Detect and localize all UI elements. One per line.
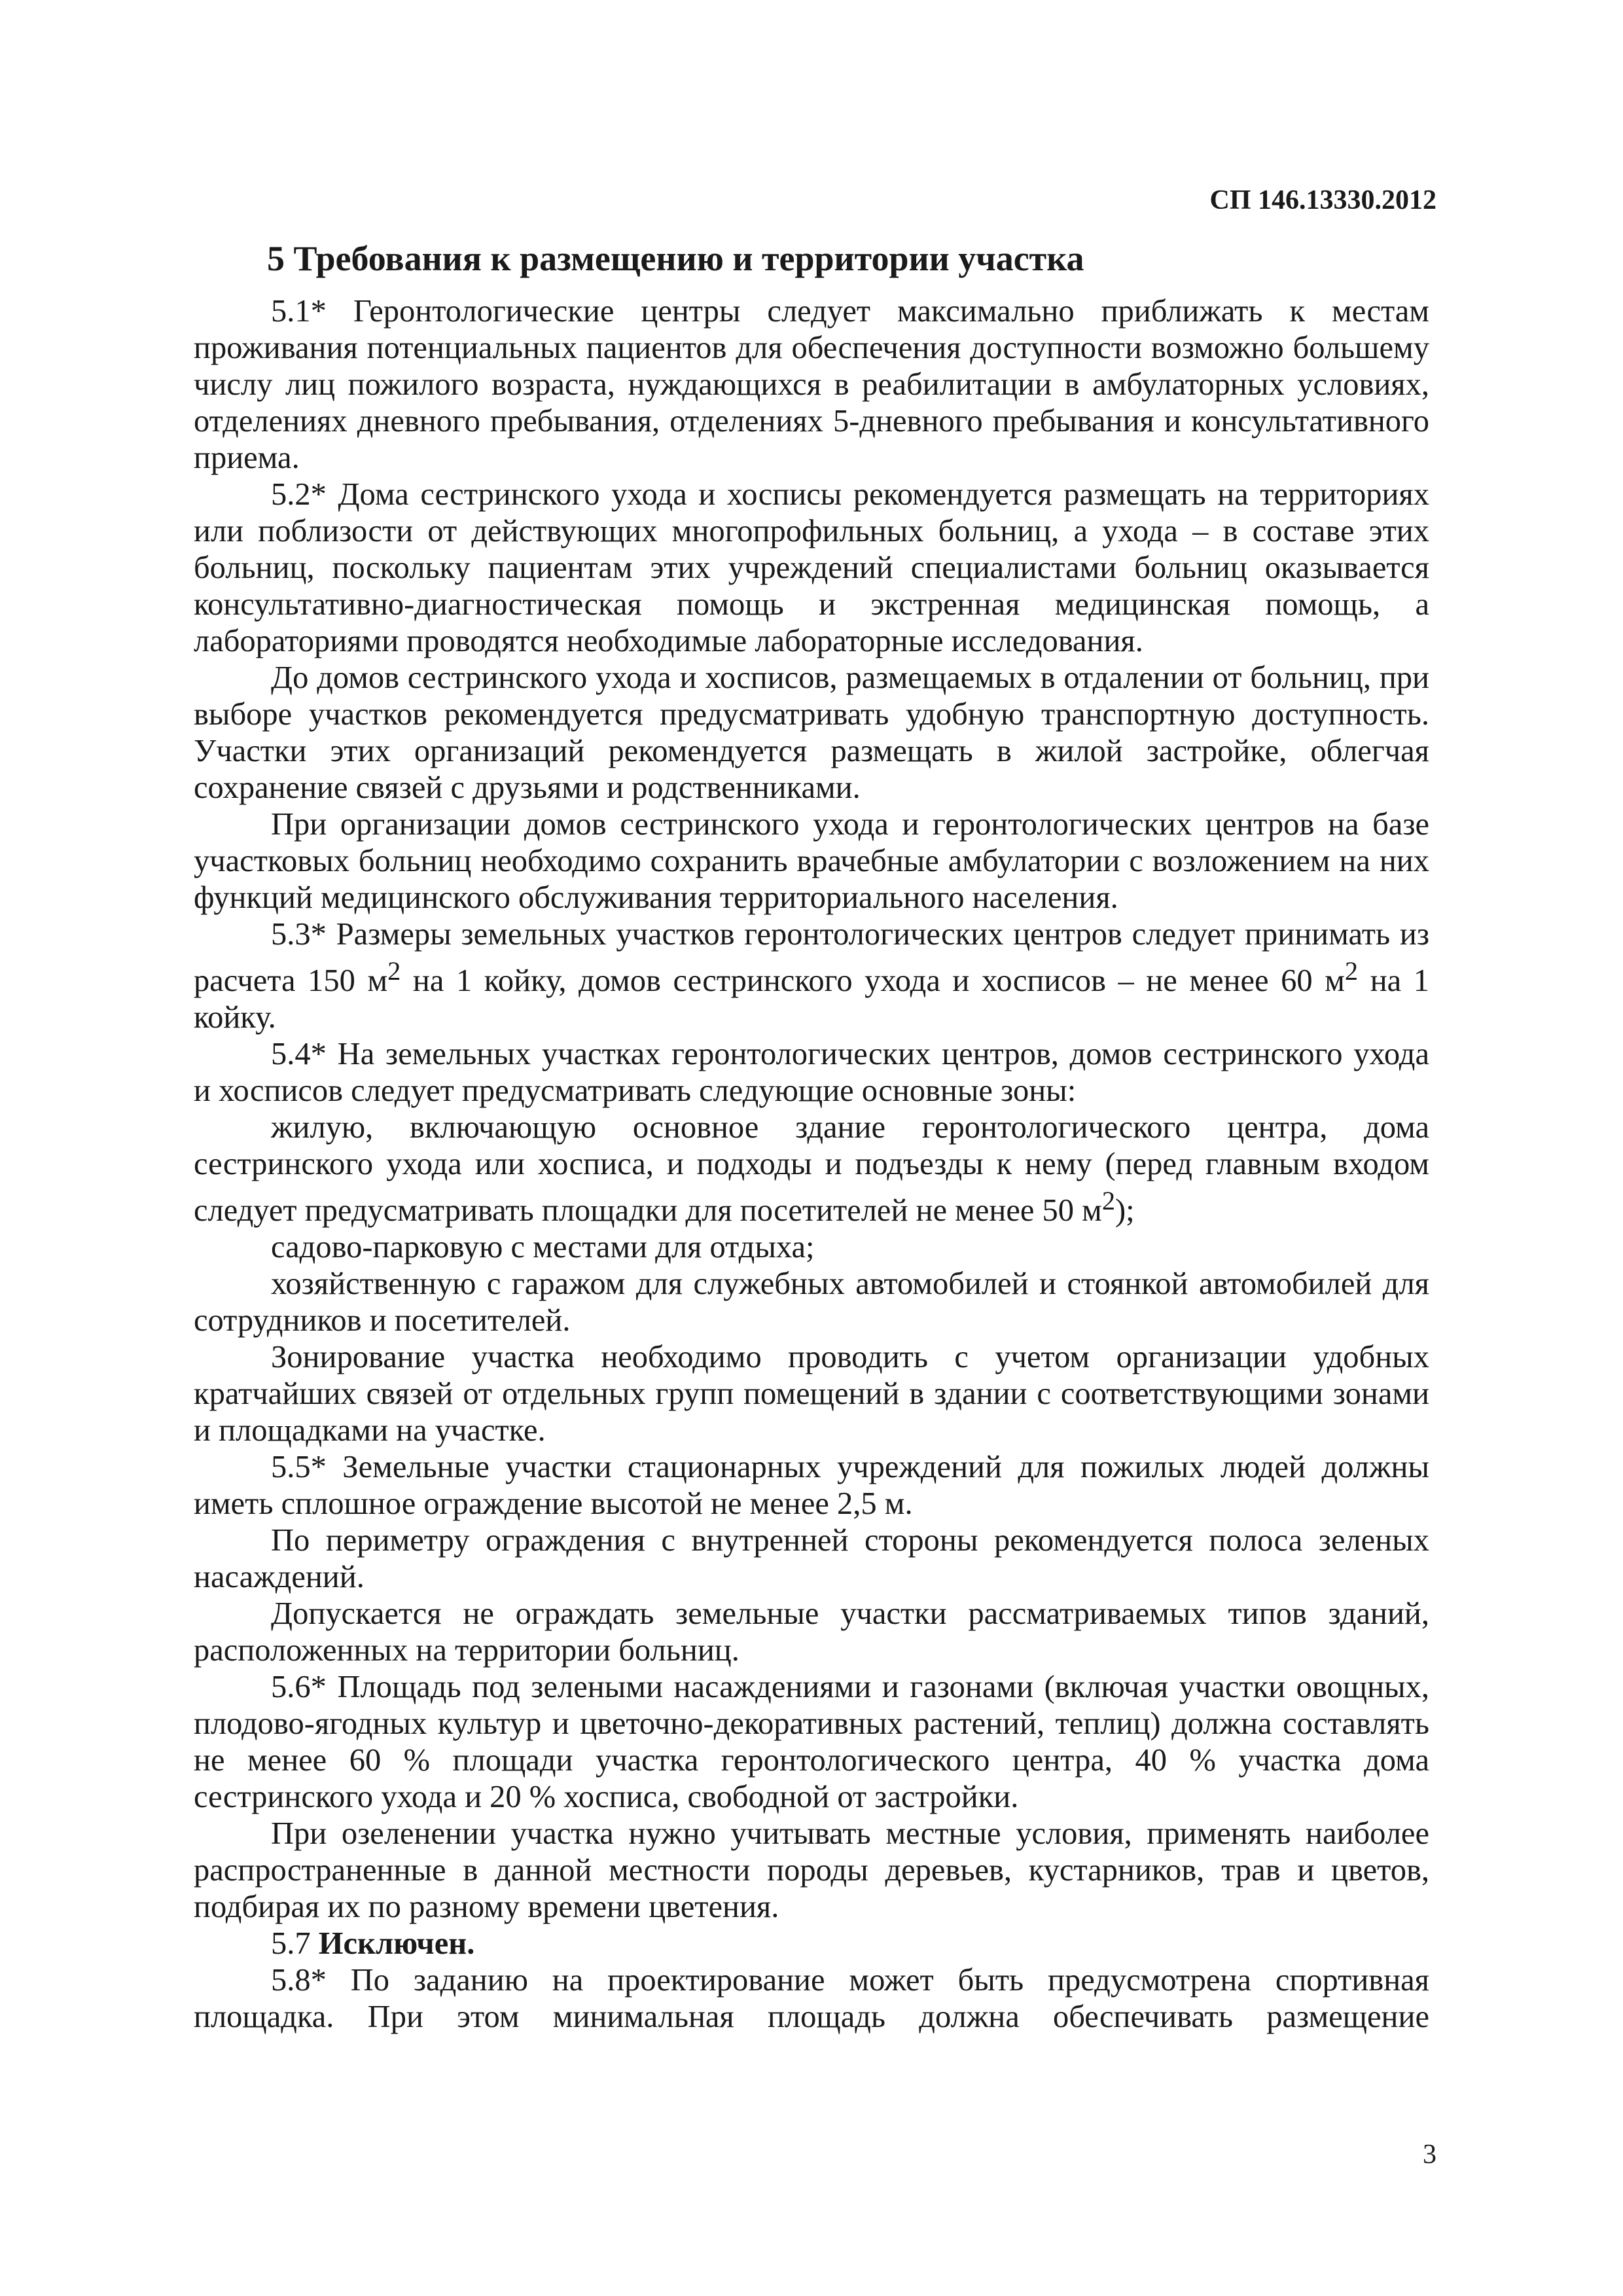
text-5-3-part2: на 1 койку, домов сестринского ухода и хосписов – не менее 60 м bbox=[401, 963, 1345, 999]
paragraph-5-7 bbox=[194, 1926, 1429, 1962]
paragraph-district-hospitals: При организации домов сестринского ухода и геронтологических центров на базе участковых больниц необходимо сохранить врачебные амбулатории с возложением на них функций медицинского обслуживания территориального населения. bbox=[194, 807, 1429, 915]
paragraph-garden-zone: садово-парковую с местами для отдыха; bbox=[271, 1230, 815, 1265]
paragraph-no-fence: Допускается не ограждать земельные участки рассматриваемых типов зданий, расположенных на территории больниц. bbox=[194, 1596, 1429, 1668]
paragraph-5-3 bbox=[194, 916, 1429, 1036]
page-number: 3 bbox=[1423, 2140, 1436, 2170]
paragraph-zoning: Зонирование участка необходимо проводить с учетом организации удобных кратчайших связей от отдельных групп помещений в здании с соответствующими зонами и площадками на участке. bbox=[194, 1340, 1429, 1448]
text-living-zone: жилую, включающую основное здание геронтологического центра, дома сестринского ухода или хосписа, и подходы и подъезды к нему (перед главным входом следует предусматривать площадки для посетителей не менее 50 м bbox=[194, 1110, 1429, 1229]
document-code: СП 146.13330.2012 bbox=[1209, 185, 1436, 215]
superscript-2: 2 bbox=[1101, 1186, 1116, 1216]
text-5-7-excluded: Исключен. bbox=[318, 1926, 475, 1962]
section-title: 5 Требования к размещению и территории участка bbox=[267, 239, 1084, 278]
paragraph-5-4: 5.4* На земельных участках геронтологических центров, домов сестринского ухода и хосписов следует предусматривать следующие основные зоны: bbox=[194, 1037, 1429, 1109]
paragraph-5-1: 5.1* Геронтологические центры следует максимально приближать к местам проживания потенциальных пациентов для обеспечения доступности возможно большему числу лиц пожилого возраста, нуждающихся в реабилитации в амбулаторных условиях, отделениях дневного пребывания, отделениях 5-дневного пребывания и консультативного приема. bbox=[194, 294, 1429, 475]
body-text bbox=[194, 293, 1429, 2036]
superscript-2: 2 bbox=[387, 956, 401, 986]
paragraph-utility-zone: хозяйственную с гаражом для служебных автомобилей и стоянкой автомобилей для сотрудников и посетителей. bbox=[194, 1266, 1429, 1338]
paragraph-landscaping: При озеленении участка нужно учитывать местные условия, применять наиболее распространенные в данной местности породы деревьев, кустарников, трав и цветов, подбирая их по разному времени цветения. bbox=[194, 1816, 1429, 1925]
paragraph-5-5: 5.5* Земельные участки стационарных учреждений для пожилых людей должны иметь сплошное ограждение высотой не менее 2,5 м. bbox=[194, 1450, 1429, 1522]
paragraph-5-2: 5.2* Дома сестринского ухода и хосписы рекомендуется размещать на территориях или поблизости от действующих многопрофильных больниц, а ухода – в составе этих больниц, поскольку пациентам этих учреждений специалистами больниц оказывается консультативно-диагностическая помощь и экстренная медицинская помощь, а лабораториями проводятся необходимые лабораторные исследования. bbox=[194, 477, 1429, 658]
paragraph-green-strip: По периметру ограждения с внутренней стороны рекомендуется полоса зеленых насаждений. bbox=[194, 1523, 1429, 1595]
text-5-7-number: 5.7 bbox=[271, 1926, 319, 1962]
text-living-zone-end: ); bbox=[1115, 1193, 1135, 1229]
paragraph-5-8: 5.8* По заданию на проектирование может быть предусмотрена спортивная площадка. При этом минимальная площадь должна обеспечивать размещение bbox=[194, 1963, 1429, 2035]
paragraph-5-6: 5.6* Площадь под зелеными насаждениями и газонами (включая участки овощных, плодово-ягодных культур и цветочно-декоративных растений, теплиц) должна составлять не менее 60 % площади участка геронтологического центра, 40 % участка дома сестринского ухода и 20 % хосписа, свободной от застройки. bbox=[194, 1670, 1429, 1815]
text-5-3-part3: на 1 койку. bbox=[194, 963, 1429, 1035]
text-5-3-part1: 5.3* Размеры земельных участков геронтологических центров следует принимать из расчета 150 м bbox=[194, 917, 1429, 999]
paragraph-living-zone bbox=[194, 1109, 1429, 1229]
paragraph-hospices-access: До домов сестринского ухода и хосписов, размещаемых в отдалении от больниц, при выборе участков рекомендуется предусматривать удобную транспортную доступность. Участки этих организаций рекомендуется размещать в жилой застройке, облегчая сохранение связей с друзьями и родственниками. bbox=[194, 660, 1429, 805]
superscript-2: 2 bbox=[1344, 956, 1359, 986]
